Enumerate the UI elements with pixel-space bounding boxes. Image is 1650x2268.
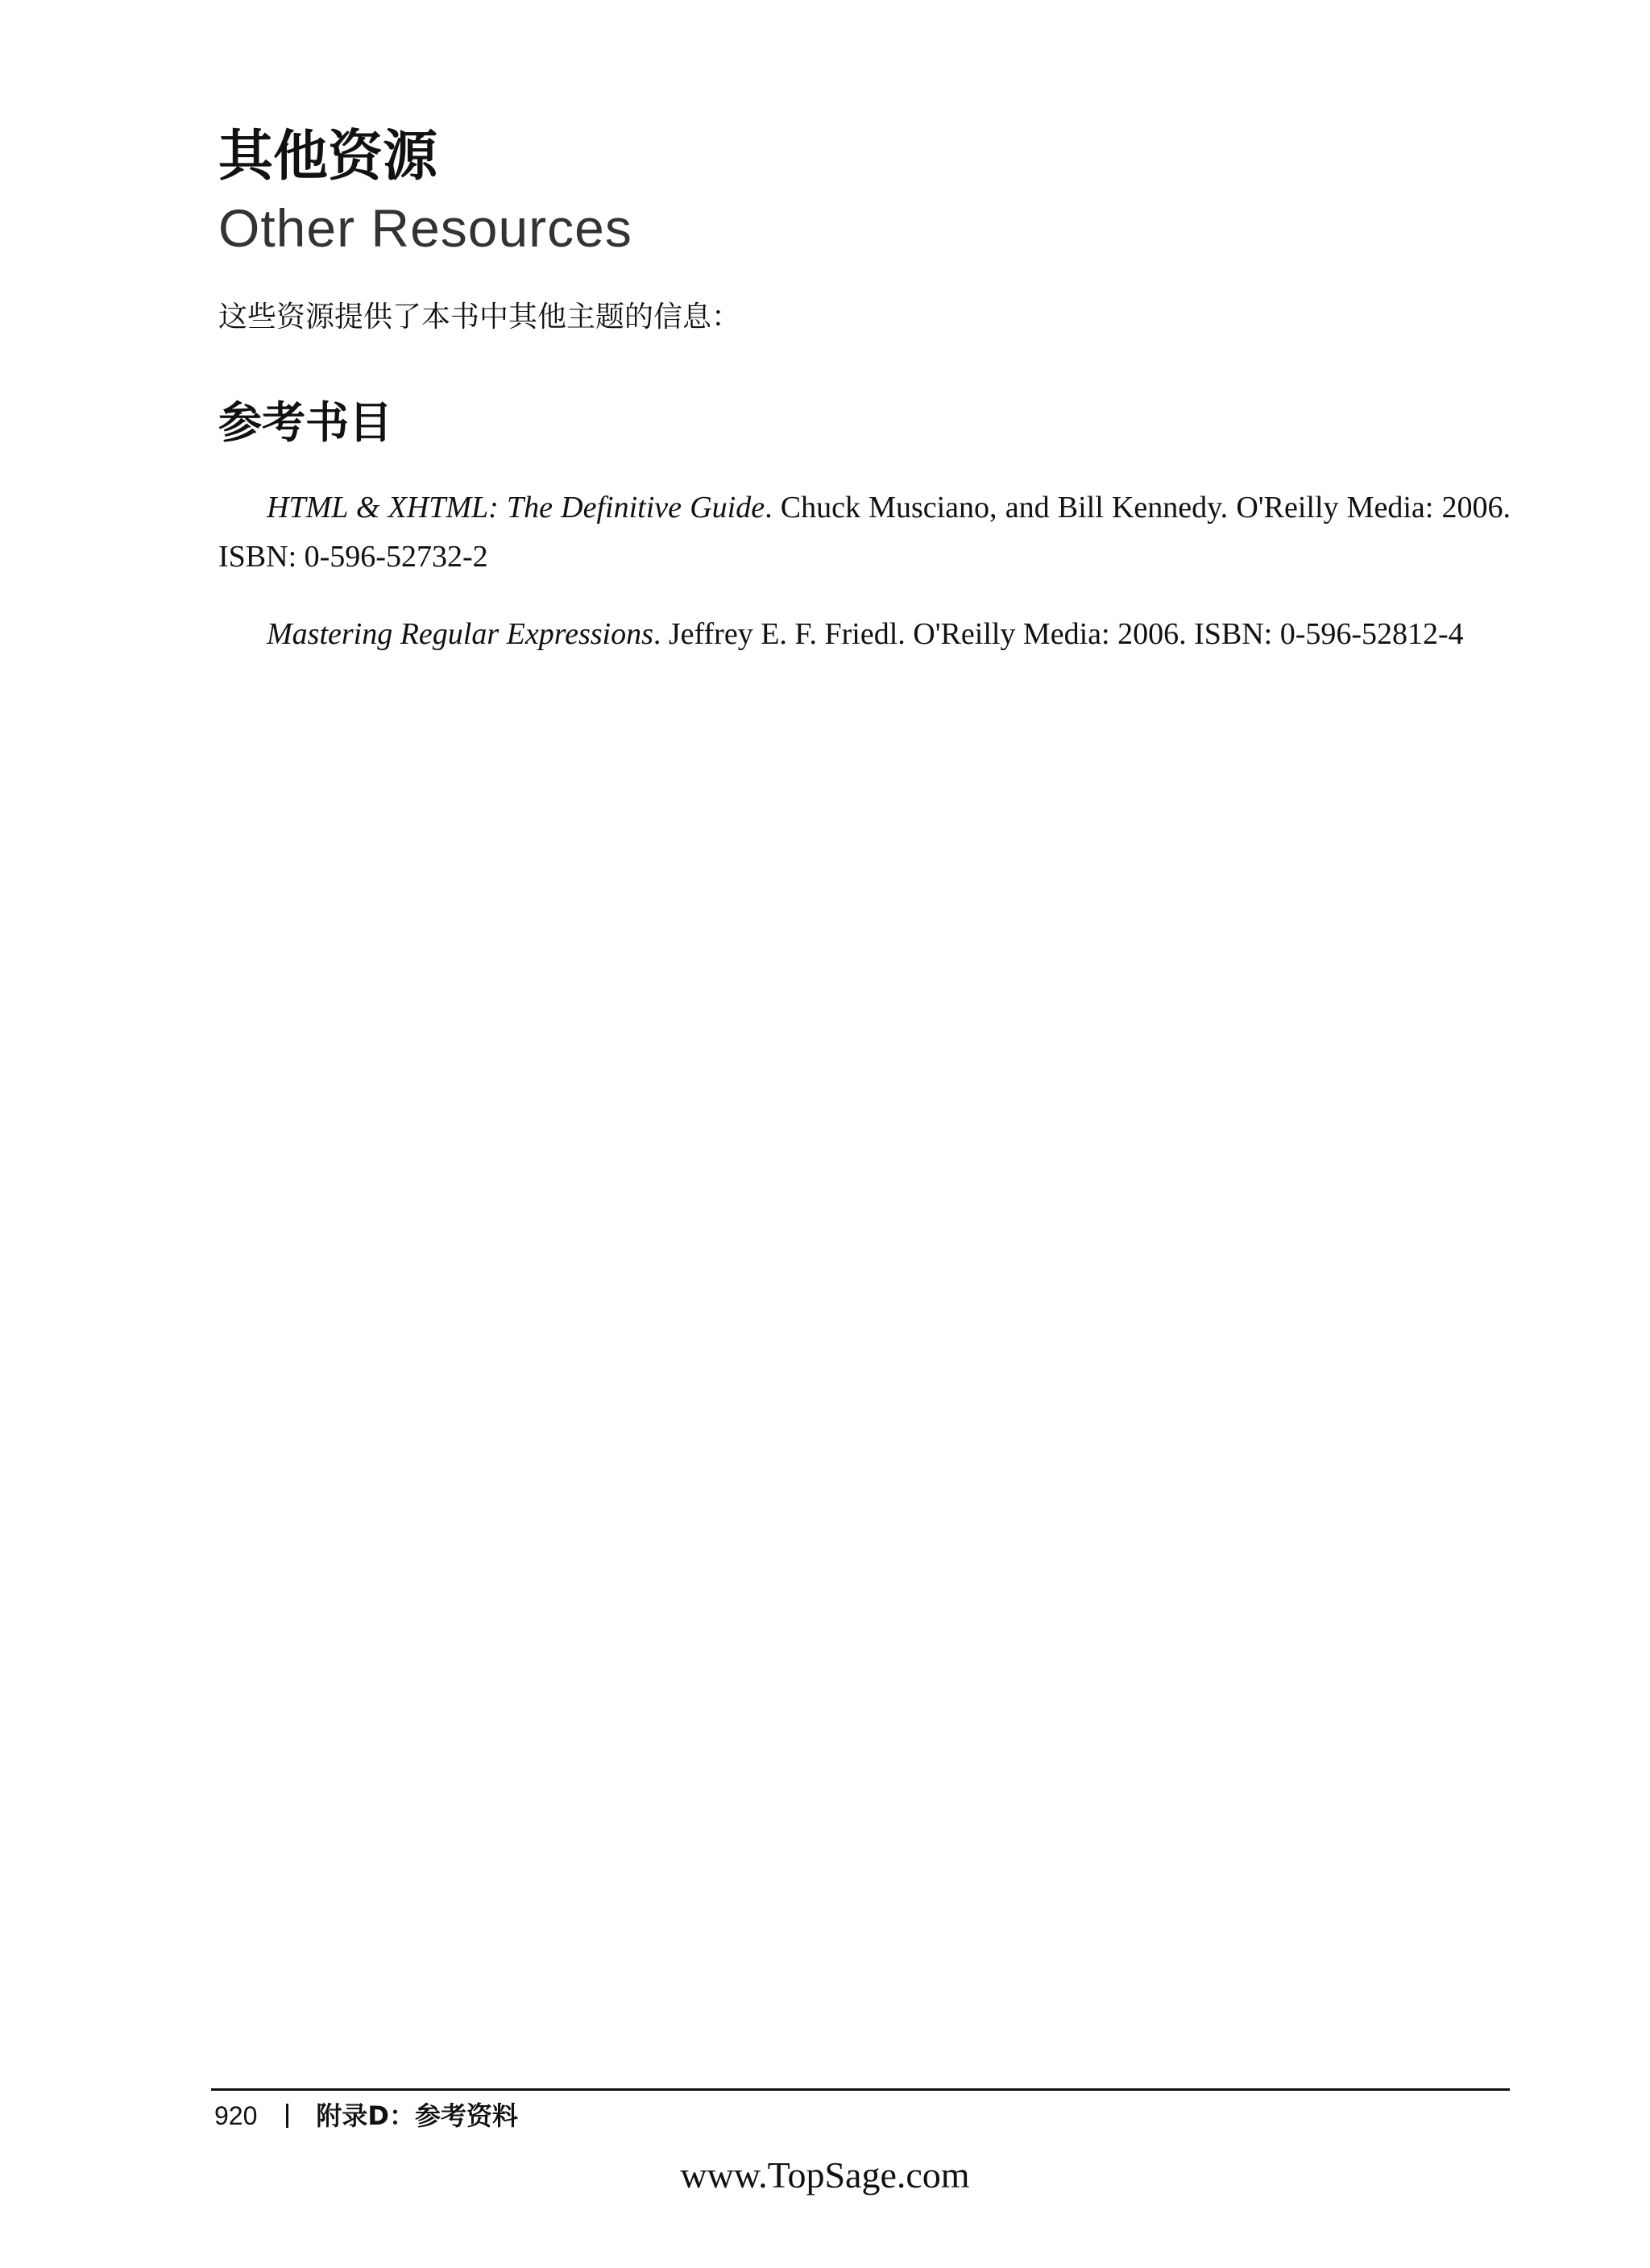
book-title: Mastering Regular Expressions	[267, 617, 653, 651]
page-number: 920	[214, 2101, 258, 2130]
book-details: . Jeffrey E. F. Friedl. O'Reilly Media: 2006. ISBN: 0-596-52812-4	[653, 617, 1464, 651]
bibliography-entry	[218, 483, 1511, 582]
book-title: HTML & XHTML: The Definitive Guide	[267, 491, 765, 525]
book-details: . Chuck Musciano, and Bill Kennedy. O'Reilly Media: 2006. ISBN: 0-596-52732-2	[218, 491, 1511, 574]
page-footer	[214, 2100, 518, 2132]
watermark-url: www.TopSage.com	[680, 2154, 970, 2195]
bibliography-entry	[218, 610, 1511, 659]
page-title-english: Other Resources	[218, 198, 632, 258]
intro-paragraph: 这些资源提供了本书中其他主题的信息：	[218, 301, 741, 334]
section-heading-bibliography: 参考书目	[218, 397, 392, 448]
page-title-chinese: 其他资源	[218, 125, 438, 189]
footer-chapter-title: 附录D：参考资料	[316, 2100, 518, 2131]
footer-divider	[211, 2088, 1510, 2091]
footer-separator	[286, 2104, 288, 2128]
